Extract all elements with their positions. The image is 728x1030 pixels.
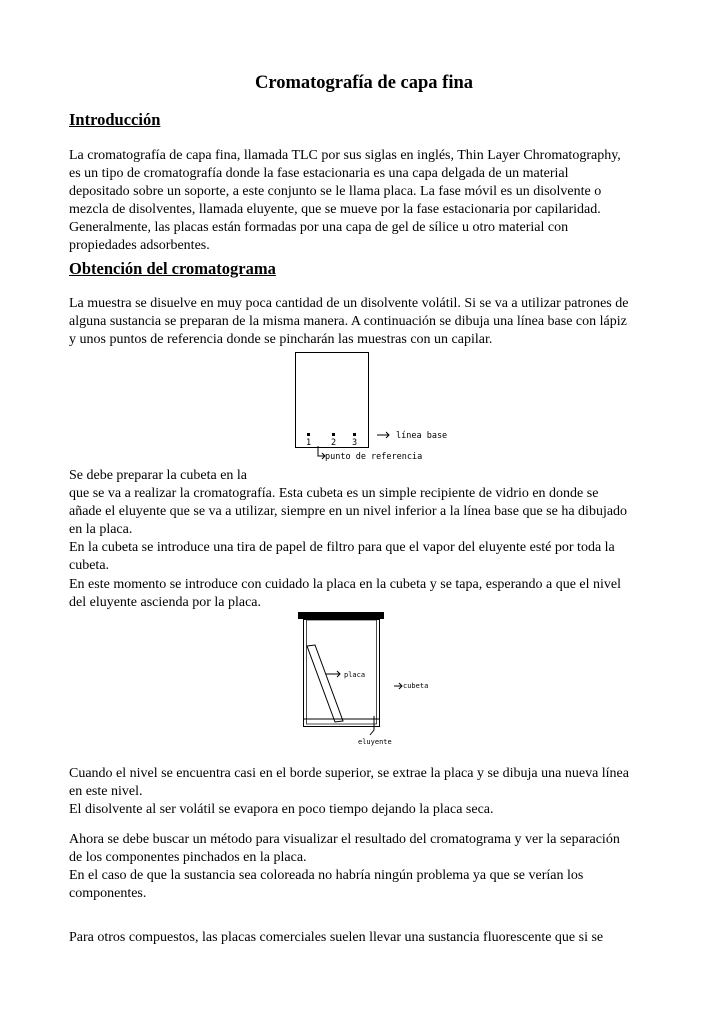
text-line: La muestra se disuelve en muy poca cantidad de un disolvente volátil. Si se va a utilizar patrones de: [69, 296, 629, 311]
text-line: Generalmente, las placas están formadas por una capa de gel de sílice u otro material con: [69, 220, 569, 236]
text-line: es un tipo de cromatografía donde la fase estacionaria es una capa delgada de un material: [69, 166, 569, 182]
spot-number: 2: [331, 438, 337, 448]
paragraph-introduccion: [69, 147, 669, 256]
spot-number: 1: [306, 438, 312, 448]
baseline-label: línea base: [396, 431, 448, 441]
text-line: en este nivel.: [69, 784, 143, 800]
text-line: de los componentes pinchados en la placa.: [69, 850, 307, 866]
heading-introduccion: Introducción: [69, 110, 161, 129]
tank-label: cubeta: [403, 682, 429, 690]
text-line: Cuando el nivel se encuentra casi en el borde superior, se extrae la placa y se dibuja una nueva línea: [69, 766, 629, 781]
text-line: En la cubeta se introduce una tira de papel de filtro para que el vapor del eluyente esté por toda la: [69, 540, 615, 556]
eluent-label: eluyente: [358, 738, 392, 746]
text-line: En este momento se introduce con cuidado la placa en la cubeta y se tapa, esperando a que el nivel: [69, 576, 622, 592]
tlc-plate-figure: [285, 352, 465, 464]
text-line: añade el eluyente que se va a utilizar, siempre en un nivel inferior a la línea base que se ha dibujado: [69, 504, 628, 520]
reference-point: [307, 433, 310, 436]
text-line: componentes.: [69, 886, 147, 902]
text-line: que se va a realizar la cromatografía. Esta cubeta es un simple recipiente de vidrio en donde se: [69, 486, 599, 502]
paragraph-muestra: [69, 295, 669, 349]
text-line: El disolvente al ser volátil se evapora en poco tiempo dejando la placa seca.: [69, 802, 494, 818]
text-line: depositado sobre un soporte, a este conjunto se le llama placa. La fase móvil es un disolvente o: [69, 184, 602, 200]
paragraph-nivel: [69, 765, 669, 819]
paragraph-otros-compuestos: [69, 929, 669, 947]
tank-wall: [304, 620, 380, 727]
document-title: Cromatografía de capa fina: [254, 73, 474, 93]
tank-figure: [290, 608, 440, 748]
text-line: del eluyente ascienda por la placa.: [69, 594, 262, 610]
text-line: en la placa.: [69, 522, 133, 538]
plate-label: placa: [344, 671, 366, 679]
text-line: La cromatografía de capa fina, llamada TLC por sus siglas en inglés, Thin Layer Chromatography,: [69, 148, 621, 163]
text-line: cubeta.: [69, 558, 110, 574]
heading-obtencion: Obtención del cromatograma: [69, 259, 276, 278]
text-line: mezcla de disolventes, llamada eluyente, que se mueve por la fase estacionaria por capilaridad.: [69, 202, 601, 218]
reference-point: [353, 433, 356, 436]
tank-lid: [298, 612, 384, 619]
text-line: En el caso de que la sustancia sea coloreada no habría ningún problema ya que se verían los: [69, 868, 584, 884]
text-line: Para otros compuestos, las placas comerciales suelen llevar una sustancia fluorescente que si se: [69, 930, 604, 945]
text-line: propiedades adsorbentes.: [69, 238, 210, 254]
reference-label: punto de referencia: [325, 452, 423, 462]
text-line: alguna sustancia se preparan de la misma manera. A continuación se dibuja una línea base con lápiz: [69, 314, 627, 330]
tlc-plate: [307, 645, 343, 722]
reference-point: [332, 433, 335, 436]
text-line: Ahora se debe buscar un método para visualizar el resultado del cromatograma y ver la separación: [69, 832, 620, 847]
text-line: y unos puntos de referencia donde se pincharán las muestras con un capilar.: [69, 332, 493, 348]
paragraph-visualizar: [69, 831, 669, 903]
paragraph-cubeta: [69, 467, 669, 612]
spot-number: 3: [352, 438, 358, 448]
text-line: Se debe preparar la cubeta en la: [69, 468, 248, 483]
